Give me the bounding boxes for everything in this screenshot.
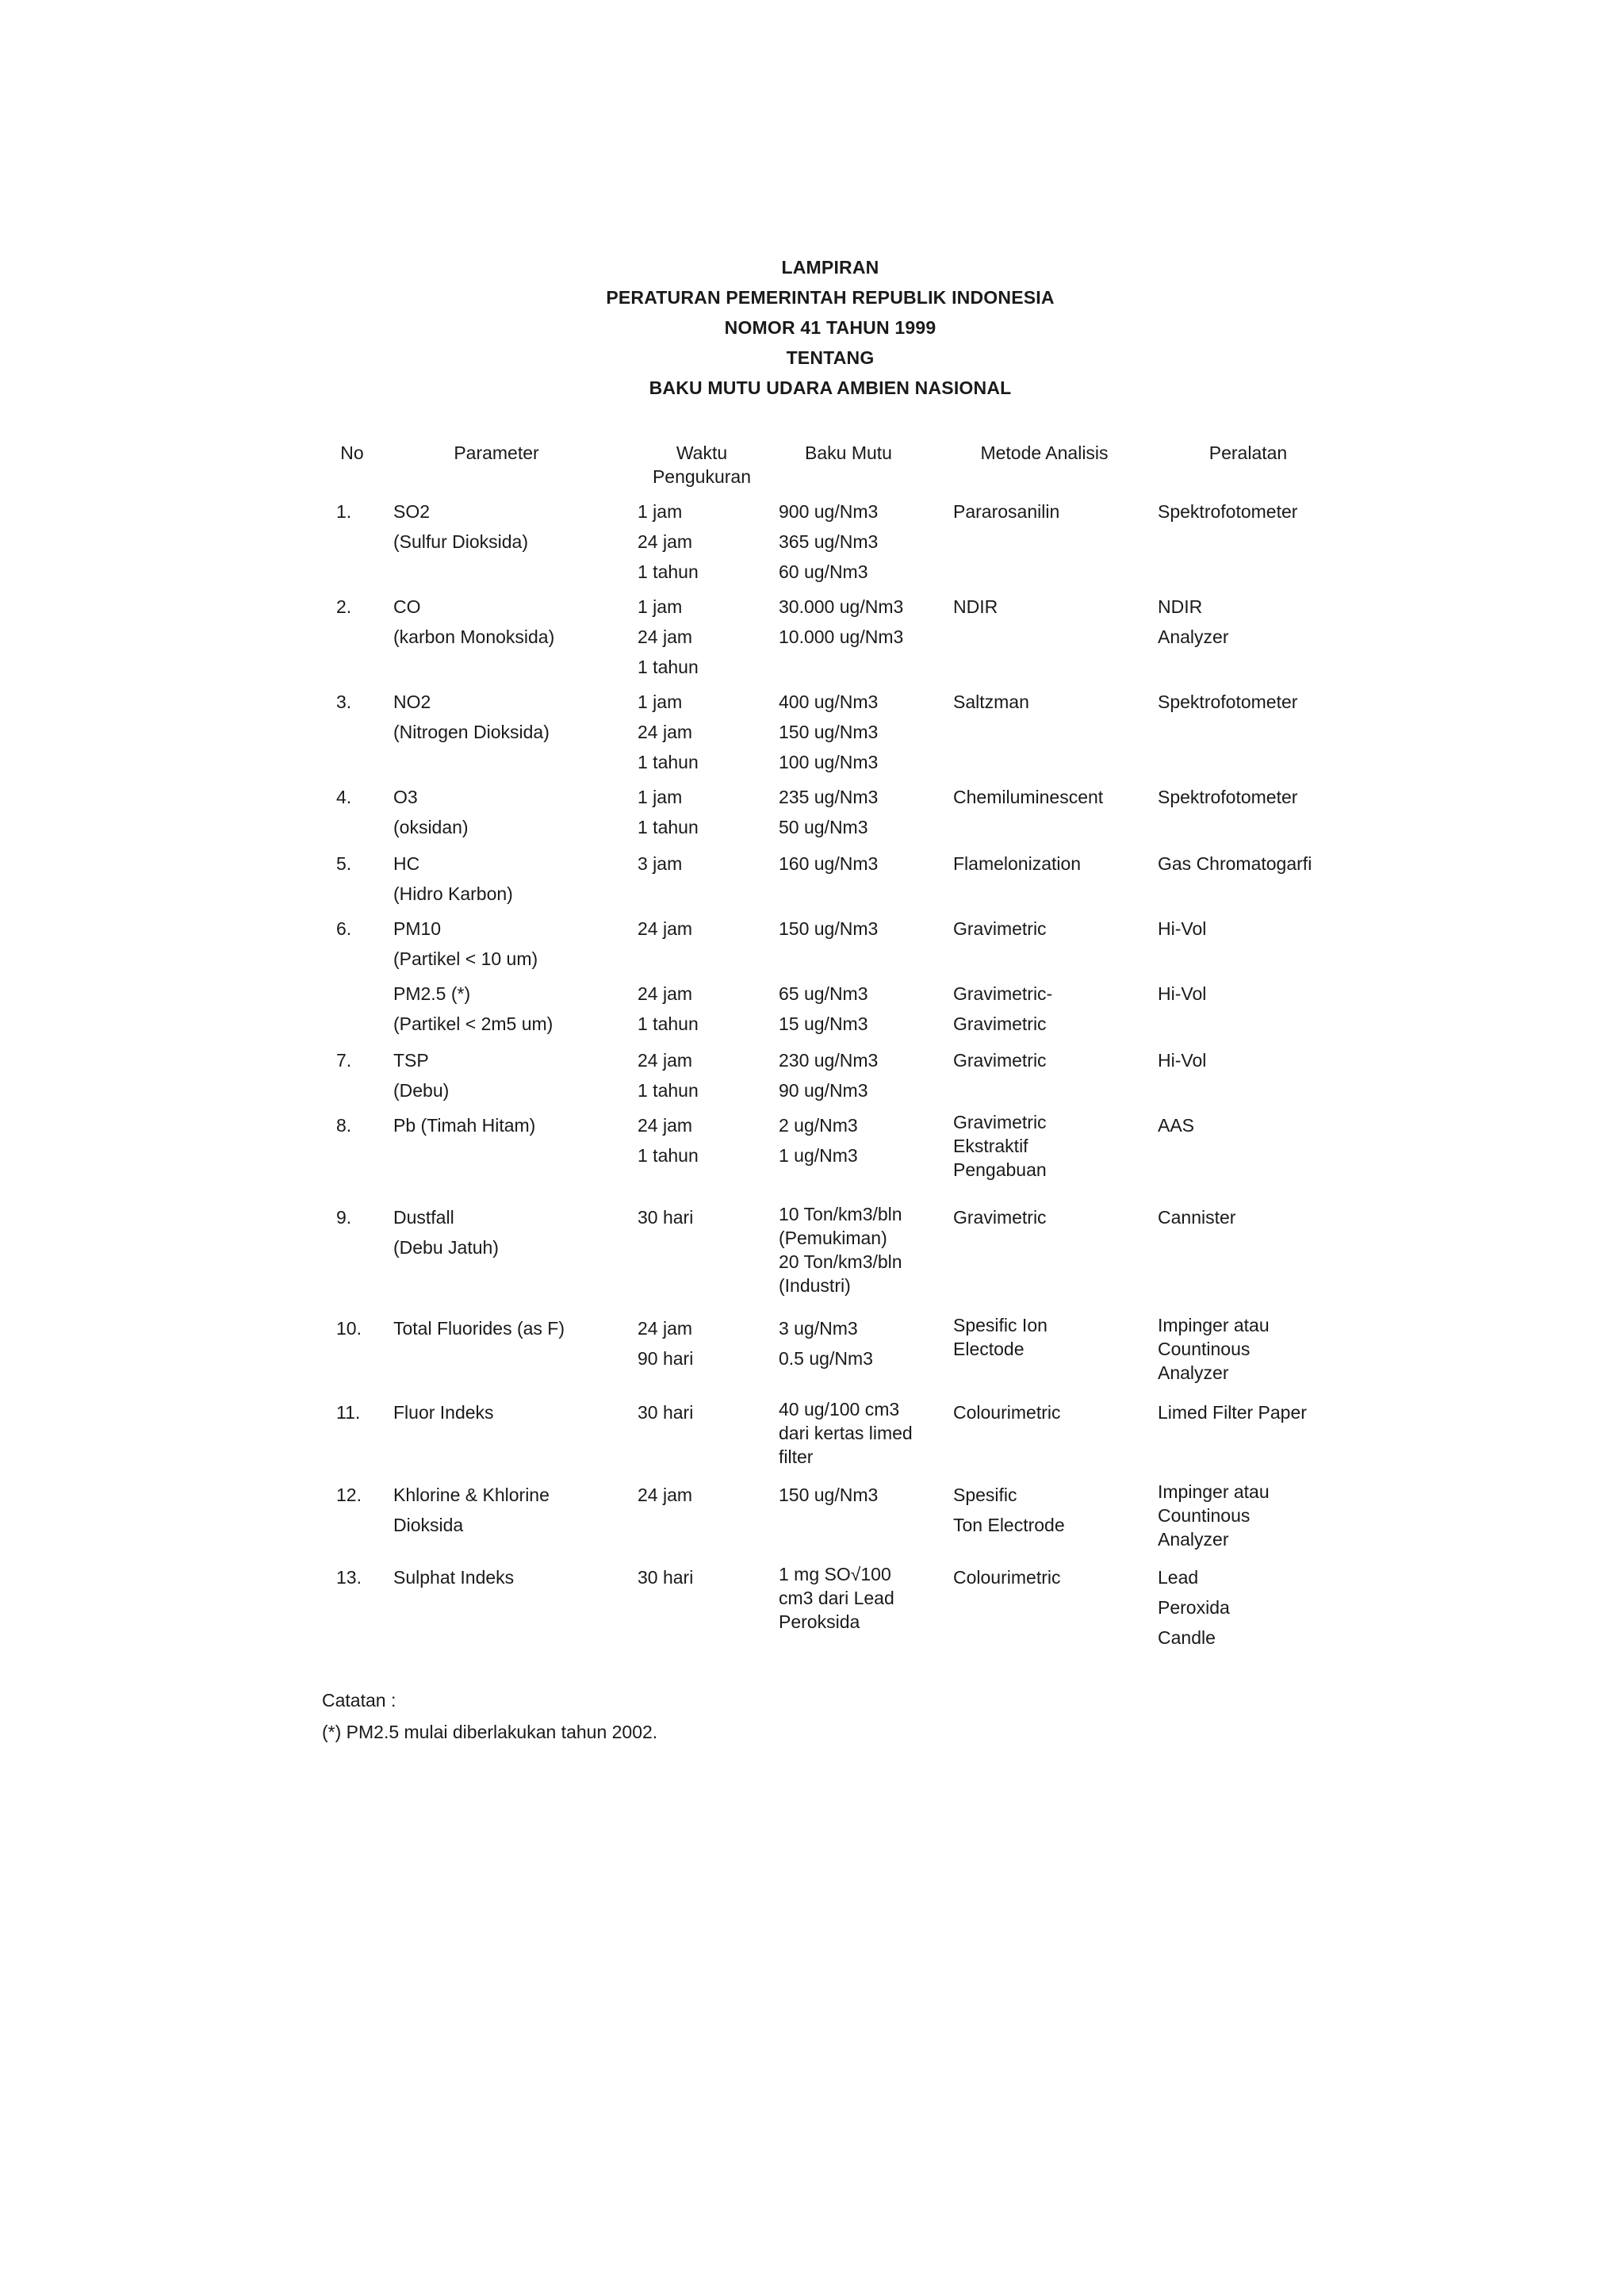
cell-waktu-line: 1 tahun: [638, 1145, 699, 1166]
cell-metode-line: Saltzman: [953, 692, 1029, 712]
column-header-waktu-line1: Waktu: [676, 443, 728, 463]
cell-baku-mutu: [779, 1397, 945, 1469]
header-tentang: TENTANG: [786, 347, 875, 368]
cell-metode-line: NDIR: [953, 596, 998, 617]
cell-peralatan: [1158, 914, 1364, 944]
cell-baku-mutu-line: 10.000 ug/Nm3: [779, 626, 904, 647]
cell-peralatan-line: Hi-Vol: [1158, 983, 1207, 1004]
cell-baku-mutu-line: filter: [779, 1446, 814, 1467]
cell-parameter-line: PM2.5 (*): [393, 983, 471, 1004]
cell-waktu: [638, 496, 764, 587]
cell-waktu: [638, 849, 764, 879]
cell-peralatan: [1158, 782, 1364, 812]
cell-peralatan-line: Peroxida: [1158, 1597, 1230, 1618]
column-header-parameter: Parameter: [454, 443, 539, 463]
cell-baku-mutu-line: (Pemukiman): [779, 1228, 887, 1248]
cell-baku-mutu-line: 400 ug/Nm3: [779, 692, 879, 712]
cell-waktu-line: 24 jam: [638, 1050, 693, 1071]
cell-baku-mutu: [779, 1313, 945, 1374]
cell-waktu: [638, 1313, 764, 1374]
cell-metode-line: Pengabuan: [953, 1159, 1047, 1180]
cell-baku-mutu-line: 0.5 ug/Nm3: [779, 1348, 873, 1369]
cell-baku-mutu-line: 90 ug/Nm3: [779, 1080, 868, 1101]
cell-peralatan-line: Gas Chromatogarfi: [1158, 853, 1312, 874]
cell-peralatan: [1158, 1562, 1364, 1653]
cell-parameter: [393, 687, 631, 747]
cell-metode: [953, 914, 1151, 944]
cell-waktu-line: 30 hari: [638, 1567, 694, 1588]
cell-metode: [953, 1397, 1151, 1427]
table-row: [320, 1313, 1367, 1397]
cell-parameter-line: (Sulfur Dioksida): [393, 531, 528, 552]
cell-waktu: [638, 782, 764, 842]
cell-baku-mutu-line: 365 ug/Nm3: [779, 531, 879, 552]
cell-waktu-line: 1 tahun: [638, 657, 699, 677]
cell-no: 13.: [336, 1567, 362, 1588]
cell-no: 9.: [336, 1207, 352, 1228]
cell-metode-line: Ton Electrode: [953, 1515, 1065, 1535]
cell-parameter-line: HC: [393, 853, 420, 874]
cell-baku-mutu-line: 20 Ton/km3/bln: [779, 1251, 902, 1272]
cell-parameter: [393, 1045, 631, 1105]
cell-metode-line: Gravimetric: [953, 1112, 1047, 1132]
cell-peralatan-line: Limed Filter Paper: [1158, 1402, 1307, 1423]
cell-metode: [953, 849, 1151, 879]
cell-peralatan: [1158, 979, 1364, 1009]
cell-baku-mutu-line: 160 ug/Nm3: [779, 853, 879, 874]
header-lampiran: LAMPIRAN: [781, 257, 879, 278]
cell-metode: [953, 1313, 1151, 1361]
cell-no: 5.: [336, 853, 352, 874]
cell-parameter-line: Dioksida: [393, 1515, 464, 1535]
cell-metode: [953, 496, 1151, 527]
cell-baku-mutu: [779, 1045, 945, 1105]
cell-baku-mutu-line: 150 ug/Nm3: [779, 1485, 879, 1505]
cell-parameter-line: (karbon Monoksida): [393, 626, 555, 647]
table-row: [320, 1202, 1367, 1313]
cell-baku-mutu: [779, 849, 945, 879]
cell-metode: [953, 1202, 1151, 1232]
cell-peralatan-line: Spektrofotometer: [1158, 501, 1298, 522]
cell-no: 6.: [336, 918, 352, 939]
cell-metode: [953, 687, 1151, 717]
cell-waktu-line: 24 jam: [638, 1115, 693, 1136]
cell-peralatan: [1158, 592, 1364, 652]
notes-text: (*) PM2.5 mulai diberlakukan tahun 2002.: [322, 1722, 658, 1742]
cell-peralatan-line: Analyzer: [1158, 626, 1229, 647]
cell-metode: [953, 1110, 1151, 1182]
cell-baku-mutu-line: dari kertas limed: [779, 1423, 913, 1443]
cell-baku-mutu: [779, 914, 945, 944]
cell-peralatan: [1158, 1045, 1364, 1075]
cell-metode-line: Ekstraktif: [953, 1136, 1028, 1156]
table-header: [320, 441, 1367, 496]
cell-waktu-line: 24 jam: [638, 983, 693, 1004]
cell-metode-line: Colourimetric: [953, 1402, 1061, 1423]
cell-parameter-line: (Debu Jatuh): [393, 1237, 499, 1258]
cell-peralatan-line: Countinous: [1158, 1339, 1251, 1359]
table-row: [320, 849, 1367, 914]
cell-peralatan-line: Candle: [1158, 1627, 1216, 1648]
cell-waktu: [638, 914, 764, 944]
cell-no: 3.: [336, 692, 352, 712]
table-row: [320, 979, 1367, 1045]
column-header-no: No: [340, 443, 364, 463]
cell-peralatan-line: Cannister: [1158, 1207, 1236, 1228]
cell-peralatan: [1158, 849, 1364, 879]
cell-peralatan-line: Countinous: [1158, 1505, 1251, 1526]
cell-metode-line: Gravimetric: [953, 1207, 1047, 1228]
cell-baku-mutu-line: 235 ug/Nm3: [779, 787, 879, 807]
cell-waktu: [638, 1110, 764, 1170]
cell-waktu: [638, 687, 764, 777]
cell-peralatan: [1158, 1313, 1364, 1385]
cell-baku-mutu-line: Peroksida: [779, 1611, 860, 1632]
cell-peralatan: [1158, 1397, 1364, 1427]
cell-waktu: [638, 592, 764, 682]
cell-waktu-line: 1 jam: [638, 501, 683, 522]
cell-baku-mutu-line: 150 ug/Nm3: [779, 722, 879, 742]
cell-waktu-line: 1 tahun: [638, 561, 699, 582]
cell-metode-line: Pararosanilin: [953, 501, 1060, 522]
cell-parameter: [393, 1397, 631, 1427]
table-row: [320, 914, 1367, 979]
cell-peralatan-line: Impinger atau: [1158, 1481, 1270, 1502]
cell-baku-mutu: [779, 1110, 945, 1170]
column-header-baku-mutu: Baku Mutu: [805, 443, 892, 463]
cell-metode-line: Colourimetric: [953, 1567, 1061, 1588]
cell-baku-mutu-line: 15 ug/Nm3: [779, 1013, 868, 1034]
cell-waktu-line: 1 jam: [638, 692, 683, 712]
cell-parameter-line: (Hidro Karbon): [393, 883, 513, 904]
cell-no: 1.: [336, 501, 352, 522]
cell-metode-line: Electode: [953, 1339, 1025, 1359]
cell-no: 7.: [336, 1050, 352, 1071]
cell-baku-mutu-line: 900 ug/Nm3: [779, 501, 879, 522]
cell-parameter-line: Total Fluorides (as F): [393, 1318, 565, 1339]
cell-parameter-line: SO2: [393, 501, 431, 522]
cell-metode-line: Gravimetric: [953, 918, 1047, 939]
cell-baku-mutu-line: 1 mg SO√100: [779, 1564, 891, 1584]
cell-baku-mutu-line: cm3 dari Lead: [779, 1588, 894, 1608]
cell-metode-line: Chemiluminescent: [953, 787, 1104, 807]
cell-peralatan: [1158, 687, 1364, 717]
cell-peralatan-line: Hi-Vol: [1158, 918, 1207, 939]
cell-baku-mutu-line: 2 ug/Nm3: [779, 1115, 858, 1136]
cell-baku-mutu-line: 50 ug/Nm3: [779, 817, 868, 837]
cell-waktu-line: 24 jam: [638, 722, 693, 742]
cell-baku-mutu-line: 10 Ton/km3/bln: [779, 1204, 902, 1224]
cell-baku-mutu: [779, 687, 945, 777]
cell-parameter: [393, 782, 631, 842]
cell-baku-mutu: [779, 592, 945, 652]
cell-baku-mutu: [779, 1480, 945, 1510]
cell-parameter-line: (Partikel < 2m5 um): [393, 1013, 553, 1034]
cell-waktu-line: 24 jam: [638, 1485, 693, 1505]
cell-parameter-line: (Nitrogen Dioksida): [393, 722, 550, 742]
table-row: [320, 1397, 1367, 1480]
cell-baku-mutu-line: 60 ug/Nm3: [779, 561, 868, 582]
table-row: [320, 1045, 1367, 1110]
cell-peralatan-line: Lead: [1158, 1567, 1199, 1588]
cell-parameter-line: (Partikel < 10 um): [393, 948, 538, 969]
cell-no: 11.: [336, 1402, 361, 1423]
cell-no: 2.: [336, 596, 352, 617]
document-header: [0, 252, 1624, 403]
table-row: [320, 1110, 1367, 1202]
cell-metode: [953, 1045, 1151, 1075]
cell-waktu-line: 30 hari: [638, 1402, 694, 1423]
cell-waktu-line: 90 hari: [638, 1348, 694, 1369]
cell-parameter-line: Fluor Indeks: [393, 1402, 494, 1423]
air-quality-table: [320, 441, 1367, 1649]
cell-baku-mutu: [779, 496, 945, 587]
cell-baku-mutu-line: 100 ug/Nm3: [779, 752, 879, 772]
table-row: [320, 592, 1367, 687]
cell-baku-mutu-line: 3 ug/Nm3: [779, 1318, 858, 1339]
cell-parameter: [393, 849, 631, 909]
cell-parameter-line: TSP: [393, 1050, 429, 1071]
cell-parameter: [393, 592, 631, 652]
notes-section: [322, 1684, 657, 1748]
cell-peralatan-line: Impinger atau: [1158, 1315, 1270, 1335]
cell-peralatan-line: AAS: [1158, 1115, 1195, 1136]
cell-parameter: [393, 914, 631, 974]
cell-waktu: [638, 1562, 764, 1592]
column-header-peralatan: Peralatan: [1208, 443, 1288, 463]
column-header-waktu-line2: Pengukuran: [652, 466, 752, 487]
header-regulation: PERATURAN PEMERINTAH REPUBLIK INDONESIA: [606, 287, 1055, 308]
cell-waktu-line: 1 jam: [638, 596, 683, 617]
table-row: [320, 496, 1367, 592]
table-row: [320, 1480, 1367, 1562]
cell-parameter-line: (Debu): [393, 1080, 450, 1101]
cell-metode: [953, 979, 1151, 1039]
cell-waktu-line: 24 jam: [638, 531, 693, 552]
cell-peralatan-line: Analyzer: [1158, 1529, 1229, 1550]
cell-parameter: [393, 1313, 631, 1343]
cell-waktu-line: 3 jam: [638, 853, 683, 874]
cell-peralatan-line: Hi-Vol: [1158, 1050, 1207, 1071]
table-row: [320, 1562, 1367, 1649]
cell-waktu: [638, 1045, 764, 1105]
cell-metode-line: Gravimetric-: [953, 983, 1053, 1004]
cell-metode-line: Flamelonization: [953, 853, 1082, 874]
table-body: [320, 496, 1367, 1649]
cell-peralatan-line: Analyzer: [1158, 1362, 1229, 1383]
cell-metode-line: Gravimetric: [953, 1050, 1047, 1071]
cell-peralatan-line: Spektrofotometer: [1158, 787, 1298, 807]
cell-waktu-line: 1 jam: [638, 787, 683, 807]
cell-baku-mutu-line: 65 ug/Nm3: [779, 983, 868, 1004]
cell-parameter-line: O3: [393, 787, 418, 807]
cell-waktu: [638, 1397, 764, 1427]
cell-no: 8.: [336, 1115, 352, 1136]
cell-no: 12.: [336, 1485, 362, 1505]
cell-peralatan-line: Spektrofotometer: [1158, 692, 1298, 712]
cell-metode: [953, 1480, 1151, 1540]
column-header-metode: Metode Analisis: [980, 443, 1109, 463]
cell-waktu-line: 1 tahun: [638, 817, 699, 837]
cell-waktu-line: 1 tahun: [638, 752, 699, 772]
cell-waktu: [638, 1480, 764, 1510]
table-row: [320, 687, 1367, 782]
cell-peralatan-line: NDIR: [1158, 596, 1203, 617]
header-number: NOMOR 41 TAHUN 1999: [724, 317, 936, 338]
cell-parameter-line: Sulphat Indeks: [393, 1567, 515, 1588]
cell-peralatan: [1158, 1202, 1364, 1232]
cell-baku-mutu-line: 230 ug/Nm3: [779, 1050, 879, 1071]
cell-peralatan: [1158, 496, 1364, 527]
cell-parameter: [393, 1480, 631, 1540]
cell-waktu-line: 1 tahun: [638, 1080, 699, 1101]
cell-metode-line: Spesific: [953, 1485, 1017, 1505]
cell-parameter-line: PM10: [393, 918, 442, 939]
cell-baku-mutu: [779, 979, 945, 1039]
cell-parameter-line: Khlorine & Khlorine: [393, 1485, 550, 1505]
header-subject: BAKU MUTU UDARA AMBIEN NASIONAL: [649, 377, 1012, 398]
cell-parameter-line: Dustfall: [393, 1207, 454, 1228]
cell-parameter: [393, 1110, 631, 1140]
cell-parameter: [393, 1562, 631, 1592]
cell-parameter-line: CO: [393, 596, 421, 617]
cell-waktu-line: 30 hari: [638, 1207, 694, 1228]
cell-parameter: [393, 1202, 631, 1262]
cell-parameter-line: NO2: [393, 692, 431, 712]
cell-baku-mutu: [779, 1202, 945, 1297]
cell-metode: [953, 1562, 1151, 1592]
cell-peralatan: [1158, 1110, 1364, 1140]
cell-baku-mutu-line: 40 ug/100 cm3: [779, 1399, 900, 1420]
column-header-waktu: [634, 441, 769, 489]
cell-baku-mutu-line: 150 ug/Nm3: [779, 918, 879, 939]
cell-peralatan: [1158, 1480, 1364, 1551]
cell-baku-mutu: [779, 1562, 945, 1634]
cell-baku-mutu-line: 30.000 ug/Nm3: [779, 596, 904, 617]
cell-parameter-line: (oksidan): [393, 817, 469, 837]
cell-parameter-line: Pb (Timah Hitam): [393, 1115, 536, 1136]
cell-baku-mutu: [779, 782, 945, 842]
cell-baku-mutu-line: (Industri): [779, 1275, 851, 1296]
notes-label: Catatan :: [322, 1690, 396, 1711]
cell-metode-line: Gravimetric: [953, 1013, 1047, 1034]
cell-parameter: [393, 979, 631, 1039]
cell-waktu: [638, 979, 764, 1039]
cell-parameter: [393, 496, 631, 557]
cell-metode: [953, 782, 1151, 812]
cell-waktu-line: 24 jam: [638, 1318, 693, 1339]
cell-baku-mutu-line: 1 ug/Nm3: [779, 1145, 858, 1166]
cell-waktu-line: 24 jam: [638, 626, 693, 647]
table-row: [320, 782, 1367, 849]
cell-no: 4.: [336, 787, 352, 807]
cell-metode: [953, 592, 1151, 622]
cell-waktu-line: 1 tahun: [638, 1013, 699, 1034]
cell-waktu-line: 24 jam: [638, 918, 693, 939]
cell-metode-line: Spesific Ion: [953, 1315, 1048, 1335]
cell-no: 10.: [336, 1318, 362, 1339]
cell-waktu: [638, 1202, 764, 1232]
